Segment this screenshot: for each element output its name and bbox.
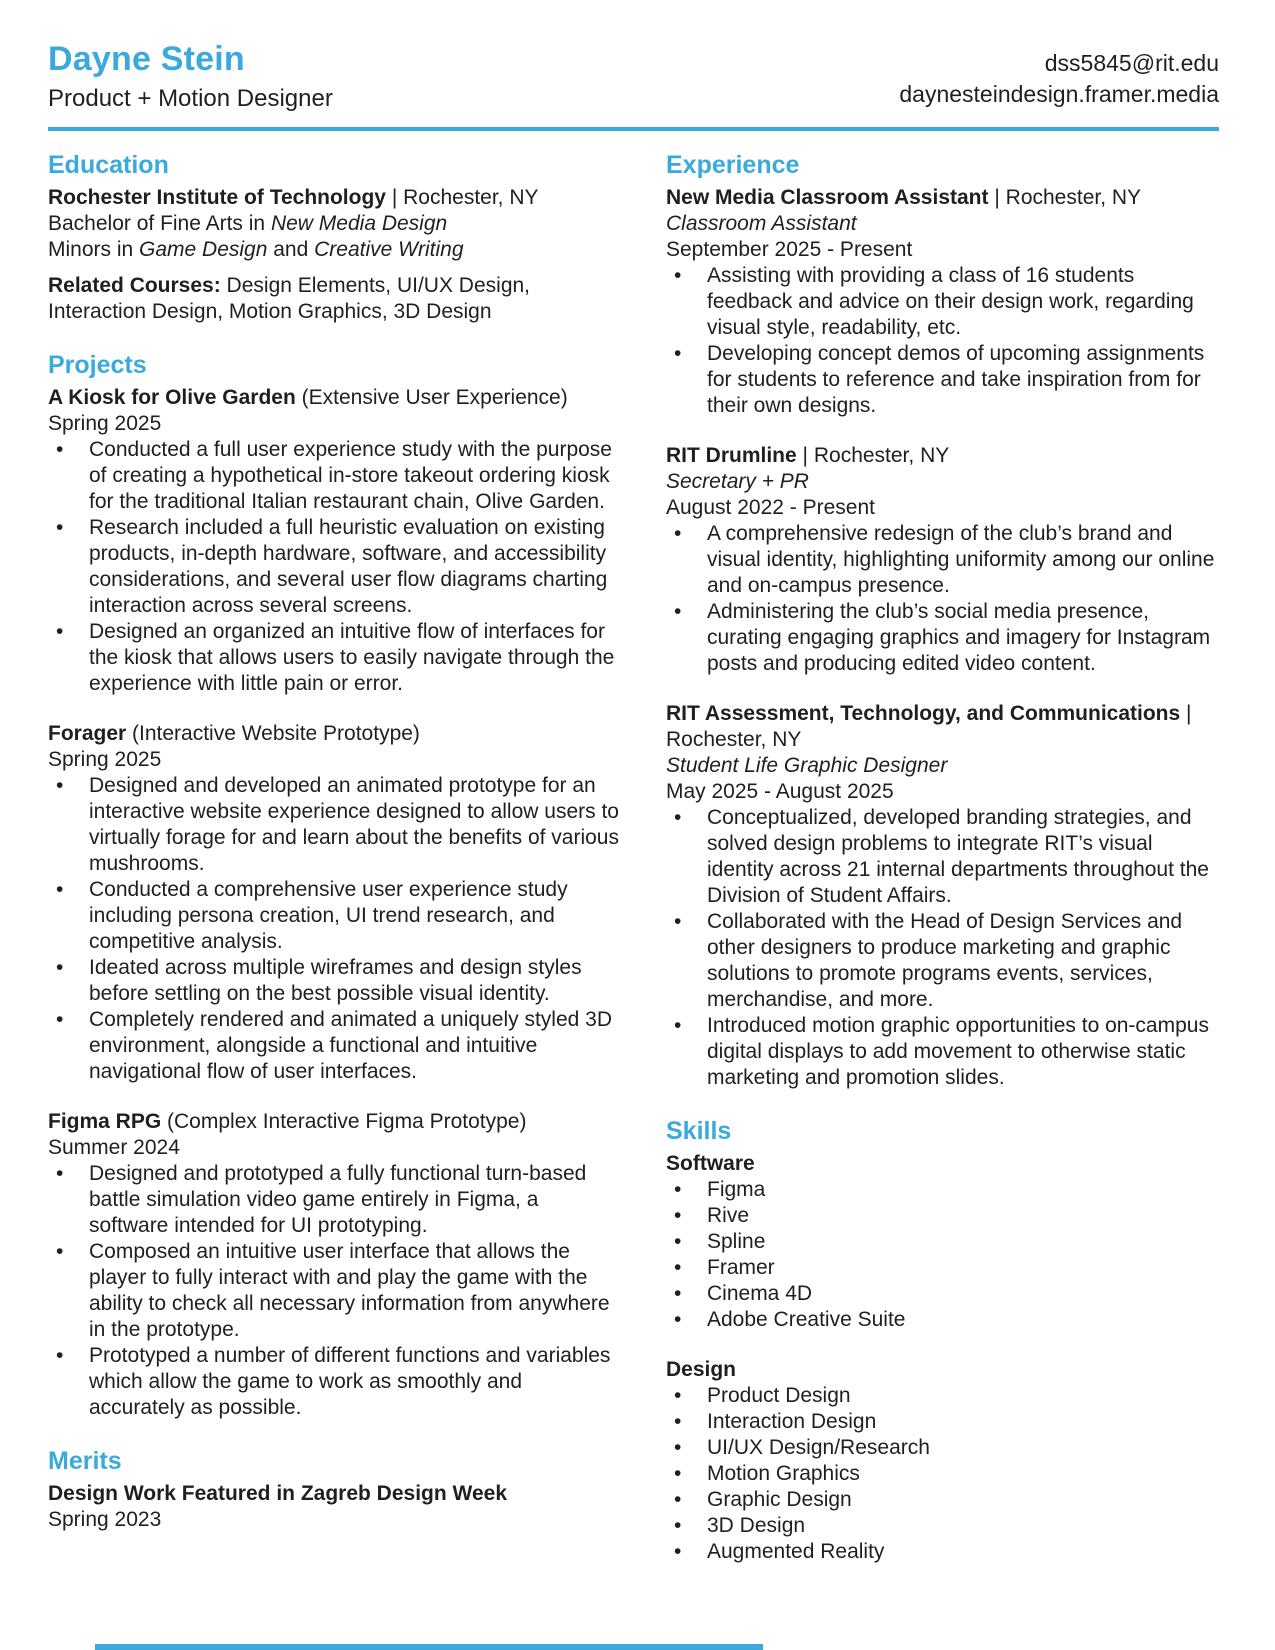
- education-degree-line: [48, 211, 620, 237]
- skills-software-group: [666, 1151, 1219, 1333]
- project-figma-rpg: [48, 1109, 620, 1421]
- job-dates: May 2025 - August 2025: [666, 780, 894, 803]
- minors-prefix: Minors in: [48, 238, 140, 261]
- bullet-item: • Spline: [666, 1229, 1219, 1255]
- bullet-item: • Motion Graphics: [666, 1461, 1219, 1487]
- job-org: RIT Assessment, Technology, and Communications: [666, 702, 1181, 725]
- footer-accent-bar: [95, 1644, 763, 1650]
- bullet-item: • Ideated across multiple wireframes and design styles before settling on the best possible visual identity.: [48, 955, 620, 1007]
- left-column: [48, 151, 620, 1565]
- project-bullets: [48, 437, 620, 697]
- bullet-item: • Composed an intuitive user interface that allows the player to fully interact with and play the game with the ability to check all necessary information from anywhere in the prototype.: [48, 1239, 620, 1343]
- job-role-text: Student Life Graphic Designer: [666, 754, 948, 777]
- minors-conjunction: and: [267, 238, 315, 261]
- bullet-item: • Graphic Design: [666, 1487, 1219, 1513]
- merit-date: Spring 2023: [48, 1508, 162, 1531]
- separator: |: [391, 186, 398, 209]
- person-title: Product + Motion Designer: [48, 85, 333, 112]
- bullet-item: • Collaborated with the Head of Design Services and other designers to produce marketing and graphic solutions to promote programs events, services, merchandise, and more.: [666, 909, 1219, 1013]
- bullet-item: • Designed and developed an animated prototype for an interactive website experience designed to allow users to virtually forage for and learn about the benefits of various mushrooms.: [48, 773, 620, 877]
- job-role-text: Classroom Assistant: [666, 212, 857, 235]
- job-role: [666, 211, 1219, 237]
- bullet-item: • Assisting with providing a class of 16 students feedback and advice on their design work, regarding visual style, readability, etc.: [666, 263, 1219, 341]
- related-courses-label: Related Courses:: [48, 274, 221, 297]
- bullet-item: • 3D Design: [666, 1513, 1219, 1539]
- project-name: Figma RPG: [48, 1110, 162, 1133]
- merit-title: Design Work Featured in Zagreb Design Week: [48, 1482, 507, 1505]
- bullet-item: • Conducted a comprehensive user experience study including persona creation, UI trend research, and competitive analysis.: [48, 877, 620, 955]
- job-location: Rochester, NY: [666, 728, 802, 751]
- education-location: Rochester, NY: [403, 186, 539, 209]
- degree-major: New Media Design: [270, 212, 448, 235]
- contact-block: [899, 40, 1219, 110]
- project-title-line: [48, 1109, 620, 1135]
- bullet-item: • Figma: [666, 1177, 1219, 1203]
- bullet-item: • Designed an organized an intuitive flow of interfaces for the kiosk that allows users to easily navigate through the experience with little pain or error.: [48, 619, 620, 697]
- header: [48, 40, 1219, 113]
- skills-design-group: [666, 1357, 1219, 1565]
- header-identity: [48, 40, 333, 113]
- project-descriptor: (Complex Interactive Figma Prototype): [161, 1110, 527, 1133]
- related-courses-line: [48, 273, 620, 325]
- skills-software-list: [666, 1177, 1219, 1333]
- education-heading: Education: [48, 151, 169, 179]
- job-org: New Media Classroom Assistant: [666, 186, 989, 209]
- job-role-text: Secretary + PR: [666, 470, 809, 493]
- project-date: Spring 2025: [48, 748, 162, 771]
- bullet-item: • Rive: [666, 1203, 1219, 1229]
- skills-design-list: [666, 1383, 1219, 1565]
- education-section: [48, 151, 620, 325]
- separator: |: [1186, 702, 1192, 725]
- bullet-item: • Introduced motion graphic opportunities to on-campus digital displays to add movement to otherwise static marketing and promotion slides.: [666, 1013, 1219, 1091]
- bullet-item: • Adobe Creative Suite: [666, 1307, 1219, 1333]
- minor-1: Game Design: [139, 238, 268, 261]
- project-descriptor: (Interactive Website Prototype): [126, 722, 420, 745]
- separator: |: [802, 444, 808, 467]
- job-org-line: [666, 185, 1219, 211]
- job-bullets: [666, 521, 1219, 677]
- education-institution: Rochester Institute of Technology: [48, 186, 386, 209]
- degree-prefix: Bachelor of Fine Arts in: [48, 212, 271, 235]
- job-rit-assessment: [666, 701, 1219, 1091]
- merit-title-line: [48, 1481, 620, 1507]
- job-dates: August 2022 - Present: [666, 496, 875, 519]
- bullet-item: • Product Design: [666, 1383, 1219, 1409]
- minor-2: Creative Writing: [314, 238, 464, 261]
- bullet-item: • Cinema 4D: [666, 1281, 1219, 1307]
- bullet-item: • Prototyped a number of different functions and variables which allow the game to work as smoothly and accurately as possible.: [48, 1343, 620, 1421]
- contact-website[interactable]: daynesteindesign.framer.media: [899, 81, 1219, 107]
- bullet-item: • UI/UX Design/Research: [666, 1435, 1219, 1461]
- bullet-item: • Designed and prototyped a fully functional turn-based battle simulation video game entirely in Figma, a software intended for UI prototyping.: [48, 1161, 620, 1239]
- experience-section: [666, 151, 1219, 1091]
- skills-heading: Skills: [666, 1117, 732, 1145]
- job-org: RIT Drumline: [666, 444, 797, 467]
- education-minors-line: [48, 237, 620, 263]
- project-name: A Kiosk for Olive Garden: [48, 386, 296, 409]
- job-location: Rochester, NY: [813, 444, 950, 467]
- separator: |: [994, 186, 1000, 209]
- bullet-item: • Administering the club’s social media presence, curating engaging graphics and imagery for Instagram posts and producing edited video content.: [666, 599, 1219, 677]
- project-forager: [48, 721, 620, 1085]
- bullet-item: • Interaction Design: [666, 1409, 1219, 1435]
- content-columns: [48, 151, 1219, 1565]
- job-location: Rochester, NY: [1005, 186, 1142, 209]
- job-role: [666, 469, 1219, 495]
- education-institution-line: [48, 185, 620, 211]
- job-dates: September 2025 - Present: [666, 238, 913, 261]
- projects-heading: Projects: [48, 351, 147, 379]
- merits-heading: Merits: [48, 1447, 122, 1475]
- job-org-line: [666, 443, 1219, 469]
- project-kiosk: [48, 385, 620, 697]
- project-title-line: [48, 385, 620, 411]
- project-bullets: [48, 1161, 620, 1421]
- person-name: Dayne Stein: [48, 40, 245, 78]
- project-date: Spring 2025: [48, 412, 162, 435]
- experience-heading: Experience: [666, 151, 800, 179]
- bullet-item: • Completely rendered and animated a uniquely styled 3D environment, alongside a functional and intuitive navigational flow of user interfaces.: [48, 1007, 620, 1085]
- bullet-item: • Conceptualized, developed branding strategies, and solved design problems to integrate RIT’s visual identity across 21 internal departments throughout the Division of Student Affairs.: [666, 805, 1219, 909]
- job-role: [666, 753, 1219, 779]
- bullet-item: • Augmented Reality: [666, 1539, 1219, 1565]
- project-descriptor: (Extensive User Experience): [295, 386, 568, 409]
- header-divider: [48, 127, 1219, 131]
- bullet-item: • Developing concept demos of upcoming assignments for students to reference and take inspiration from for their own designs.: [666, 341, 1219, 419]
- job-org-line: [666, 701, 1219, 753]
- job-classroom-assistant: [666, 185, 1219, 419]
- projects-section: [48, 351, 620, 1421]
- right-column: [666, 151, 1219, 1565]
- job-bullets: [666, 263, 1219, 419]
- skills-software-label: Software: [666, 1152, 755, 1175]
- project-title-line: [48, 721, 620, 747]
- skills-design-label: Design: [666, 1358, 737, 1381]
- bullet-item: • Framer: [666, 1255, 1219, 1281]
- skills-section: [666, 1117, 1219, 1565]
- contact-email[interactable]: dss5845@rit.edu: [1044, 50, 1219, 76]
- project-bullets: [48, 773, 620, 1085]
- related-courses-list: Design Elements, UI/UX Design, Interaction Design, Motion Graphics, 3D Design: [48, 274, 531, 323]
- job-bullets: [666, 805, 1219, 1091]
- bullet-item: • A comprehensive redesign of the club’s brand and visual identity, highlighting uniformity among our online and on-campus presence.: [666, 521, 1219, 599]
- merits-section: [48, 1447, 620, 1533]
- bullet-item: • Conducted a full user experience study with the purpose of creating a hypothetical in-store takeout ordering kiosk for the traditional Italian restaurant chain, Olive Garden.: [48, 437, 620, 515]
- project-name: Forager: [48, 722, 127, 745]
- job-rit-drumline: [666, 443, 1219, 677]
- bullet-item: • Research included a full heuristic evaluation on existing products, in-depth hardware, software, and accessibility considerations, and several user flow diagrams charting interaction across several screens.: [48, 515, 620, 619]
- project-date: Summer 2024: [48, 1136, 180, 1159]
